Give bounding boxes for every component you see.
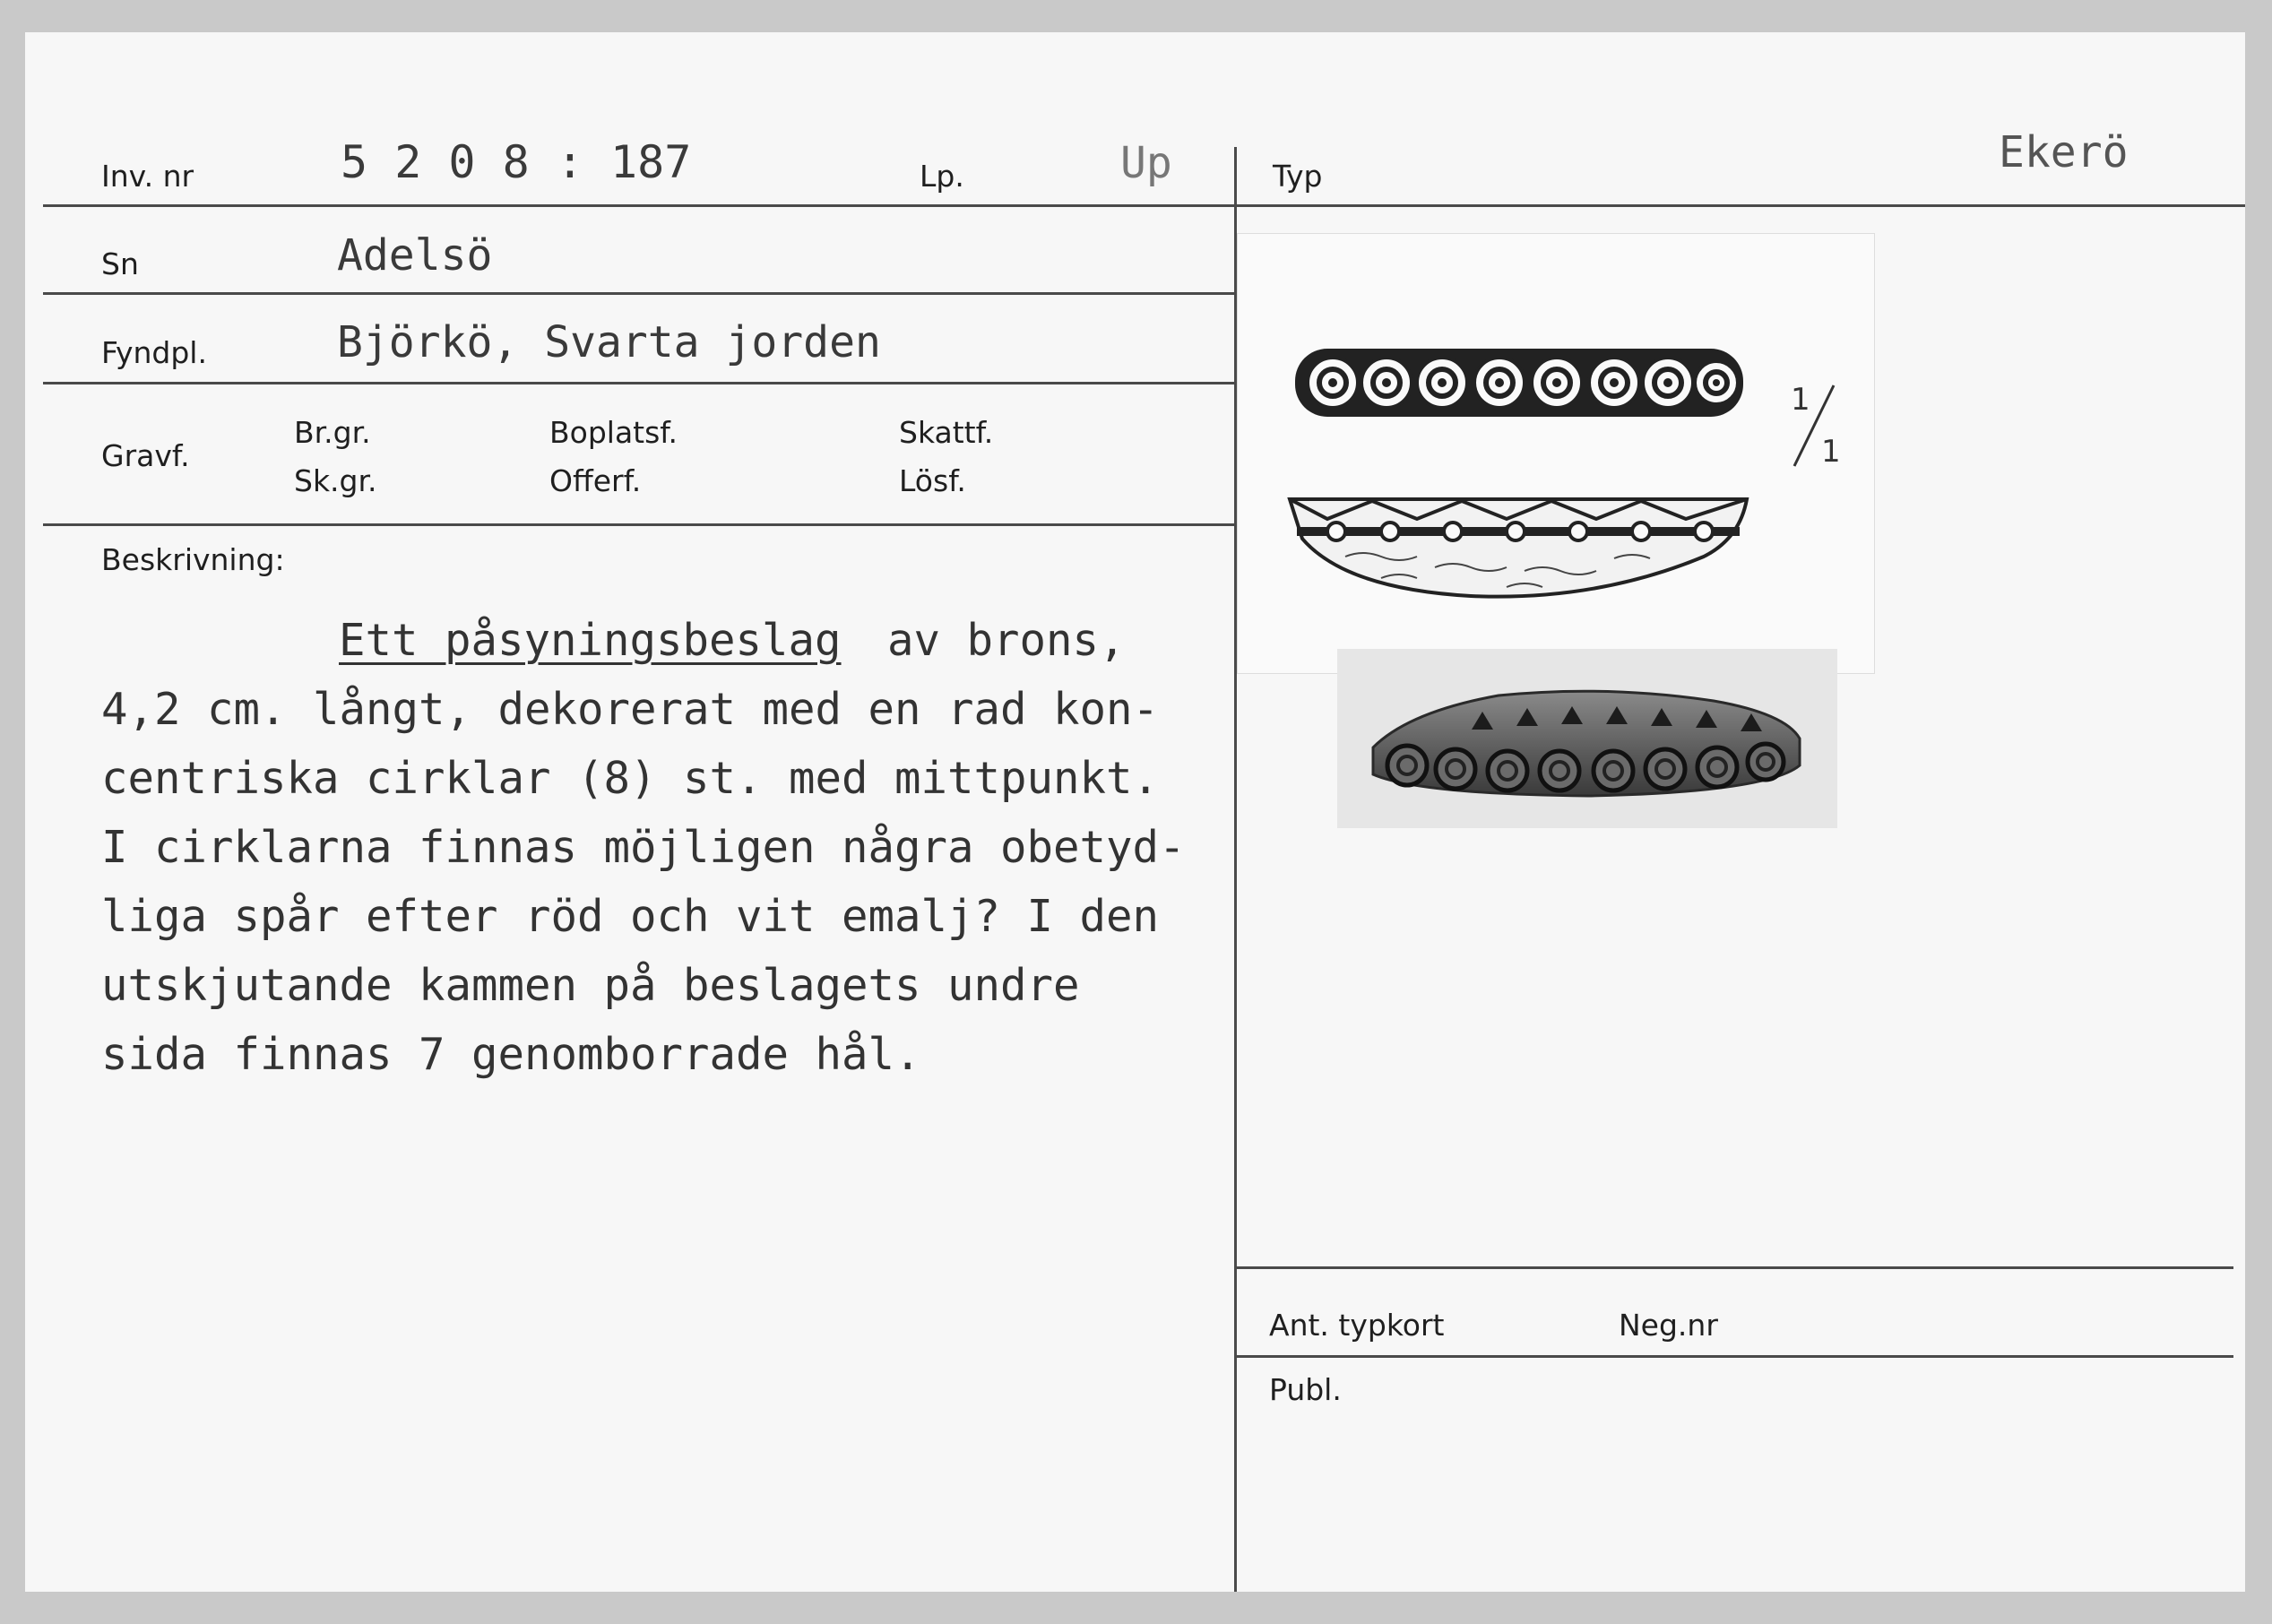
boplatsf-option: Boplatsf. xyxy=(549,415,678,450)
object-name: Ett påsyningsbeslag xyxy=(339,615,842,666)
publ-label: Publ. xyxy=(1269,1372,1342,1407)
region-value: Ekerö xyxy=(1999,127,2129,177)
typ-label: Typ xyxy=(1273,159,1323,194)
sn-label: Sn xyxy=(101,246,139,281)
description-line-7: sida finnas 7 genomborrade hål. xyxy=(101,1029,921,1080)
rule-sn xyxy=(43,292,1235,295)
gravf-label: Gravf. xyxy=(101,438,190,473)
rule-publ xyxy=(1237,1355,2233,1358)
inv-nr-value: 5 2 0 8 : 187 xyxy=(341,136,692,188)
description-line-4: I cirklarna finnas möjligen några obetyd- xyxy=(101,822,1186,873)
description-lead-rest: av brons, xyxy=(887,615,1126,666)
ant-typkort-label: Ant. typkort xyxy=(1269,1308,1445,1343)
rule-header xyxy=(43,204,2245,207)
beskrivning-label: Beskrivning: xyxy=(101,542,285,577)
rule-fyndpl xyxy=(43,382,1235,384)
fyndpl-label: Fyndpl. xyxy=(101,335,207,370)
description-line-3: centriska cirklar (8) st. med mittpunkt. xyxy=(101,753,1160,804)
neg-nr-label: Neg.nr xyxy=(1619,1308,1718,1343)
object-drawing xyxy=(1237,233,1875,674)
catalog-card xyxy=(25,32,2245,1592)
description-line-5: liga spår efter röd och vit emalj? I den xyxy=(101,891,1160,942)
description-line-1 xyxy=(339,615,1126,666)
sk-gr-option: Sk.gr. xyxy=(294,463,377,498)
offerf-option: Offerf. xyxy=(549,463,642,498)
fyndpl-value: Björkö, Svarta jorden xyxy=(337,317,881,367)
br-gr-option: Br.gr. xyxy=(294,415,371,450)
skattf-option: Skattf. xyxy=(899,415,994,450)
rule-ant-typkort xyxy=(1237,1266,2233,1269)
losf-option: Lösf. xyxy=(899,463,966,498)
drawing-svg xyxy=(1238,234,1874,673)
description-line-6: utskjutande kammen på beslagets undre xyxy=(101,960,1080,1011)
photo-svg xyxy=(1337,649,1837,828)
lp-value: Up xyxy=(1120,138,1172,188)
scale-slash xyxy=(1782,378,1853,477)
scale-note xyxy=(1782,378,1853,477)
lp-label: Lp. xyxy=(920,159,964,194)
scale-numerator: 1 xyxy=(1791,382,1810,418)
sn-value: Adelsö xyxy=(337,230,493,281)
object-photograph xyxy=(1337,649,1837,828)
rule-gravf xyxy=(43,523,1235,526)
description-line-2: 4,2 cm. långt, dekorerat med en rad kon- xyxy=(101,684,1160,735)
scale-denominator: 1 xyxy=(1821,434,1841,470)
inv-nr-label: Inv. nr xyxy=(101,159,194,194)
